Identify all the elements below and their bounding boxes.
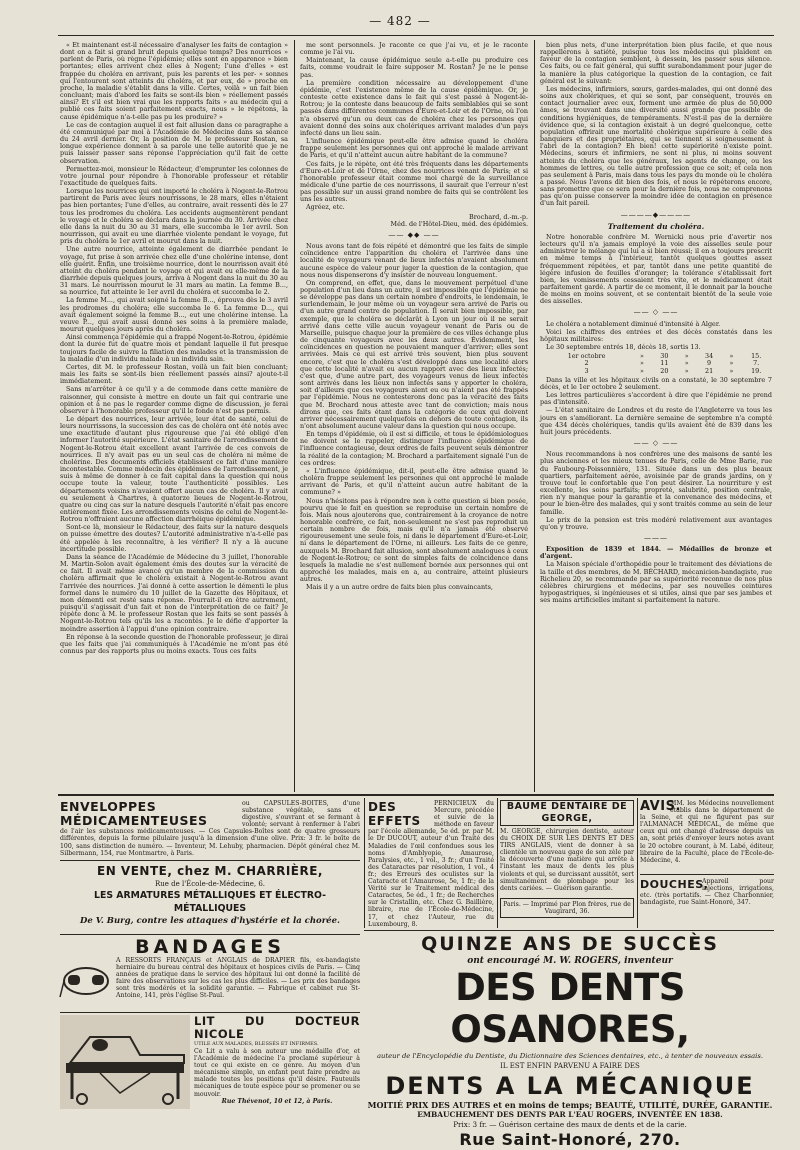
article-column-1 xyxy=(60,42,288,790)
article-column-3 xyxy=(540,42,772,790)
page-number: — 482 — xyxy=(369,14,431,28)
paragraph: Sont-ce là, monsieur le Rédacteur, des faits sur la nature desquels on puisse émettre des doutes? L'autorité administrative n'a-t-elle pas été appelée à les reconnaître, à les vérifier? Il n'y a là aucune incertitude possible. xyxy=(60,523,288,553)
paragraph: Permettez-moi, monsieur le Rédacteur, d'emprunter les colonnes de votre journal pour répondre à l'honorable professeur et rétablir l'exactitude de quelques faits. xyxy=(60,164,288,187)
osanores-ad xyxy=(366,933,774,1149)
signature: Brochard, d.-m.-p. xyxy=(469,212,528,221)
table-cell: 3 xyxy=(584,366,589,375)
ad-rule xyxy=(640,874,774,875)
effets-text: PERNICIEUX du Mercure, précédée et suivie de la méthode en faveur par l'école allemande, 5e éd. pr. par M. le Dr DUCOUT, auteur d'un Traité des Maladies de l'œil confondues sous les noms d'Amblyopie, Amaurose, Paralysies, etc., 1 vol., 3 fr.; d'un Traité des Cataractes par résolution, 1 vol., 4 fr.; des Erreurs des oculistes sur la Cataracte et l'Amaurose, 5e, 1 fr.; de la Vérité sur le Traitement médical des Cataractes, 5e éd., 1 fr.; de Recherches sur le Cristallin, etc. Chez G. Baillière, libraire, rue de l'École-de-Médecine, 17, et chez l'Auteur, rue du Luxembourg, 8. xyxy=(368,800,494,928)
osanores-line5: DENTS A LA MÉCANIQUE xyxy=(385,1072,755,1100)
paragraph: On comprend, en effet, que, dans le mouvement perpétuel d'une population d'un lieu dans un autre, il est impossible que l'épidémie ne se développe pas dans un certain nombre d'endroits, le lendemain, le surlendemain, le jour même où un voyageur sera arrivé de Paris ou d'un autre grand centre de population. Il serait bien impossible, par exemple, que le choléra se déclarât à Lyon un jour où il ne serait arrivé dans cette ville aucun voyageur venant de Paris ou de Marseille, puisque chaque jour la première de ces villes échange plus de cinquante voyageurs avec les deux autres. Évidemment, les coïncidences en question ne pouvaient manquer d'arriver; elles sont arrivées. Mais ce qui est arrivé très souvent, bien plus souvent encore, c'est que le choléra s'est développé dans une localité alors que cette localité n'avait eu aucun rapport avec des lieux infectés; c'est que, d'une autre part, des voyageurs venus de lieux infectés sont arrivés dans les lieux non infectés sans y apporter le choléra, soit d'ailleurs que ces voyageurs aient eu ou n'aient pas été frappés par l'épidémie. Nous ne contesterons donc pas la véracité des faits que M. Brochard nous atteste avec tant de conviction; mais nous dirons que, ces faits étant dans la catégorie de ceux qui doivent arriver nécessairement quelquefois en dehors de toute contagion, ils n'ont absolument aucune valeur dans la question qui nous occupe. xyxy=(300,278,528,430)
ornament-divider: ——— xyxy=(644,533,668,542)
baume-text: M. GEORGE, chirurgien dentiste, auteur du CHOIX DE SUR LES DENTS ET DES TIRS ANGLAIS, vient de donner à sa clientèle un nouveau gage de son zèle par la découverte d'une matière qui arrête à l'instant les maux de dents les plus violents et qui, se durcissant aussitôt, sert simultanément de plombage pour les dents cariées. — Guérison garantie. xyxy=(500,828,634,892)
avis-ad xyxy=(640,800,774,872)
table-cell: 15. xyxy=(751,352,762,361)
table-cell: 9 xyxy=(707,359,712,368)
paragraph: Les lettres particulières s'accordent à dire que l'épidémie ne prend pas d'intensité. xyxy=(540,391,772,407)
avis-text: MM. les Médecins nouvellement établis dans le département de la Seine, et qui ne figurent pas sur l'ALMANACH MÉDICAL, de même que ceux qui ont changé d'adresse depuis un an, sont priés d'envoyer leurs notes avant le 20 octobre courant, à M. Labé, éditeur, libraire de la Faculté, place de l'École-de-Médecine, 4. xyxy=(640,800,774,864)
table-row xyxy=(540,368,772,375)
osanores-address: Rue Saint-Honoré, 270. xyxy=(459,1130,681,1149)
paragraph: « Et maintenant est-il nécessaire d'analyser les faits de contagion » dont on a fait si grand bruit depuis quelque temps? Des nourrices » parlent de Paris, où règne l'épidémie; elles sont en apparence » bien portantes; elles arrivent chez elles à Nogent; l'une d'elles » est frappée du choléra en arrivant, puis les parents et les per- » sonnes qui l'entourent sont atteints du choléra, et par eux, de » proche en proche, la maladie s'établit dans la ville. Certes, voilà » un fait bien concluant; mais d'abord les faits se sont-ils bien » réellement passés ainsi? Et s'il est bien vrai que les rapports faits » au médecin qui a publié ces faits soient parfaitement exacts, nous » le répétons, la cause épidémique n'a-t-elle pas pu les produire? » xyxy=(60,41,288,121)
osanores-line6: MOITIÉ PRIX DES AUTRES et en moins de temps; BEAUTÉ, UTILITÉ, DURÉE, GARANTIE. xyxy=(367,1100,773,1110)
enveloppes-text: ou CAPSULES-BOITES, d'une substance végétale, sans et digestive, s'ouvrant et se fermant à volonté; servant à renfermer à l'abri de l'air les substances médicamenteuses. — Ces Capsules-Boîtes sont de quatre grosseurs différentes, depuis la forme pilulaire jusqu'à la dimension d'une olive. Prix: 3 fr. le boîte de 100, sans distinction de numéro. — Inventeur, M. Lehuby, pharmacien. Dépôt général chez M. Silbermann, 154, rue Montmartre, à Paris. xyxy=(60,800,360,857)
paragraph: Dans la séance de l'Académie de Médecine du 3 juillet, l'honorable M. Martin-Solon avait également émis des doutes sur la véracité de ce fait. Il avait même avancé qu'un membre de la commission du choléra affirmait que le choléra existait à Nogent-le-Rotrou avant l'arrivée des nourrices. J'ai donné à cette assertion le démenti le plus formel dans le numéro du 10 juillet de la Gazette des Hôpitaux, et mon démenti est resté sans réponse. Pourrait-il en être autrement, puisqu'il s'agissait d'un fait et non de l'interprétation de ce fait? Je répète donc à M. le professeur Rostan que les faits se sont passés à Nogent-le-Rotrou tels qu'ils les a racontés. Je le défie d'apporter la moindre assertion à l'appui d'une opinion contraire. xyxy=(60,552,288,633)
paragraph: Une autre nourrice, atteinte également de diarrhée pendant le voyage, fut prise à son arrivée chez elle d'une cholérine intense, dont elle guérit. Enfin, une troisième nourrice, dont le nourrisson avait été atteint du choléra pendant le voyage et qui avait eu elle-même de la diarrhée depuis quelques jours, arriva à Nogent dans la nuit du 30 au 31 mars. Le nourrisson mourut le 31 mars au matin. La femme B..., sa nourrice, fut atteinte le 1er avril du choléra et succomba le 2. xyxy=(60,245,288,297)
ads-top-rule xyxy=(58,794,774,796)
header-rule xyxy=(58,35,774,36)
paragraph: Lorsque les nourrices qui ont importé le choléra à Nogent-le-Rotrou partirent de Paris avec leurs nourrissons, le 28 mars, elles n'étaient pas bien portantes; l'une d'elles, au contraire, avait ressenti dès le 27 tous les prodromes du choléra. Les accidents augmentèrent pendant le voyage et le choléra se déclara dans la journée du 30. Arrivée chez elle dans la nuit du 30 au 31 mars, elle succomba le 1er avril. Son nourrisson, qui avait eu une diarrhée violente pendant le voyage, fut pris du choléra le 1er avril et mourut dans la nuit. xyxy=(60,187,288,246)
paragraph: Mais il y a un autre ordre de faits bien plus convaincants, xyxy=(306,583,493,592)
baume-ad xyxy=(500,800,634,926)
effets-ad xyxy=(368,800,494,926)
avis-title: AVIS. xyxy=(640,799,681,814)
ad-rule xyxy=(364,930,774,931)
bandages-title: BANDAGES xyxy=(135,936,285,958)
table-cell: 21 xyxy=(705,366,714,375)
enveloppes-title: ENVELOPPES MÉDICAMENTEUSES xyxy=(60,799,208,828)
table-cell: » xyxy=(684,352,689,361)
section-title: Traitement du choléra. xyxy=(607,221,705,231)
table-cell: » xyxy=(729,352,734,361)
douches-ad xyxy=(640,878,774,926)
column-divider xyxy=(534,40,535,792)
paragraph: Le cas de contagion auquel il est fait allusion dans ce paragraphe a été communiqué par moi à l'Académie de Médecine dans sa séance du 24 avril dernier. Or, la position de M. le professeur Rostan, sa longue expérience donnent à sa parole une telle autorité que je ne puis laisser passer sans réponse l'appréciation qu'il fait de cette observation. xyxy=(60,120,288,165)
table-cell: » xyxy=(639,352,644,361)
paragraph: La première condition nécessaire au développement d'une épidémie, c'est l'existence même de la cause épidémique. Or, je conteste cette existence dans le fait qui s'est passé à Nogent-le-Rotrou; je la conteste dans beaucoup de faits semblables qui se sont passés dans différentes communes d'Eure-et-Loir et de l'Orne, où l'on n'a observé qu'un ou deux cas de choléra chez les personnes qui avaient donné des soins aux cholériques arrivant malades d'un pays infecté dans un lieu sain. xyxy=(300,78,528,137)
signature-title: Méd. de l'Hôtel-Dieu, méd. des épidémies. xyxy=(390,219,528,228)
ad-rule xyxy=(637,798,638,928)
paragraph: Le 30 septembre entrés 18, décès 18, sortis 13. xyxy=(546,343,701,352)
table-cell: » xyxy=(684,359,689,368)
lit-address: Rue Thévenot, 10 et 12, à Paris. xyxy=(221,1097,333,1105)
paragraph: Notre honorable confrère M. Wernicki nous prie d'avertir nos lecteurs qu'il n'a jamais employé la voie des aisselles seule pour administrer le mélange qui lui a si bien réussi; il en a toujours prescrit en même temps à l'intérieur, tantôt quelques gouttes assez fréquemment répétées, et par, tantôt dans une petite quantité de légère infusion de feuilles d'oranger; la tolérance s'établissait fort bien, les vomissements cessaient très vite, et le médicament était parfaitement gardé. A partir de ce moment, il le donnait par la bouche de moins en moins souvent, et se contentait bientôt de la seule voie des aisselles. xyxy=(540,232,772,306)
paragraph: Agréez, etc. xyxy=(306,203,345,212)
paragraph: me sont personnels. Je raconte ce que j'ai vu, et je le raconte comme je l'ai vu. xyxy=(300,41,528,57)
paragraph: — L'état sanitaire de Londres et du reste de l'Angleterre va tous les jours en s'améliorant. La dernière semaine de septembre n'a compté que 434 décès cholériques, tandis qu'ils avaient été de 839 dans les huit jours précédents. xyxy=(540,406,772,436)
article-column-2 xyxy=(300,42,528,790)
osanores-line3: auteur de l'Encyclopédie du Dentiste, du Dictionnaire des Sciences dentaires, etc., à tenter de nouveaux essais. xyxy=(376,1052,764,1060)
table-row xyxy=(540,360,772,367)
paragraph: Les médecins, infirmiers, sœurs, gardes-malades, qui ont donné des soins aux cholériques, et qui se sont, par conséquent, trouvés en contact journalier avec eux, forment une armée de plus de 50,000 âmes, se trouvant dans une diversité aussi grande que possible de conditions hygiéniques, de tempéraments. N'est-il pas de la dernière évidence que, si la contagion existait à un degré quelconque, cette population offrirait une mortalité cholérique supérieure à celle des banquiers et des propriétaires, qui se tiennent si soigneusement à l'abri de la contagion? Eh bien! cette supériorité n'existe point. Médecins, sœurs et infirmiers, ne sont ni plus, ni moins souvent atteints du choléra que les généraux, les agents de change, ou les hommes de lettres, ou telle autre profession que ce soit; et cela non pas seulement à Paris, mais dans tous les pays du monde où le choléra a passé. Nous l'avons dit bien des fois, et nous le répéterons encore, sans promettre que ce sera pour la dernière fois, nous ne comprenons pas qu'on puisse conserver la moindre idée de contagion en présence d'un fait pareil. xyxy=(540,84,772,208)
paragraph: Nous n'hésitons pas à répondre non à cette question si bien posée, pourvu que le fait en question se reproduise un certain nombre de fois. Mais nous ajouterons que, contrairement à la croyance de notre honorable confrère, ce fait, non-seulement ne s'est pas reproduit un certain nombre de fois, mais qu'il n'a jamais été observé rigoureusement une seule fois, ni dans le département d'Eure-et-Loir, ni dans le département de l'Orne, ni ailleurs. Les faits de ce genre, auxquels M. Brochard fait allusion, sont absolument analogues à ceux de Nogent-le-Rotrou; ce sont de simples faits de coïncidence dans lesquels la maladie ne s'est nullement bornée aux personnes qui ont approché les malades, mais en a, au contraire, atteint plusieurs autres. xyxy=(300,496,528,584)
paragraph: Dans la ville et les hôpitaux civils on a constaté, le 30 septembre 7 décès, et le 1er octobre 2 seulement. xyxy=(540,375,772,392)
osanores-headline: DES DENTS OSANORES, xyxy=(450,966,690,1051)
paragraph: Certes, dit M. le professeur Rostan, voilà un fait bien concluant; mais les faits se sont-ils bien réellement passés ainsi? ajoute-t-il immédiatement. xyxy=(60,362,288,386)
table-row xyxy=(540,353,772,360)
paragraph: Le départ des nourrices, leur arrivée, leur état de santé, celui de leurs nourrissons, la succession des cas de choléra ont été notés avec une exactitude d'autant plus rigoureuse que j'ai été obligé d'en informer l'autorité supérieure. L'état sanitaire de l'arrondissement de Nogent-le-Rotrou était excellent avant l'arrivée de ces convois de nourrices. Il n'y avait pas eu un seul cas de choléra ni même de cholérine. Des documents officiels établissent ce fait d'une manière incontestable. Comme médecin des épidémies de l'arrondissement, je suis à même de donner à ce fait capital dans la question qui nous occupe toute la valeur, toute l'authenticité possibles. Les départements voisins n'avaient offert aucun cas de choléra. Il y avait eu seulement à Chartres, à quatorze lieues de Nogent-le-Rotrou, quatre ou cinq cas sur la nature desquels l'autorité n'était pas encore entièrement fixée. Les arrondissements voisins de celui de Nogent-le-Rotrou n'offraient aucune affection diarrhéique épidémique. xyxy=(60,414,288,524)
table-cell: 20 xyxy=(660,366,669,375)
paragraph: En réponse à la seconde question de l'honorable professeur, je dirai que les faits que j'ai communiqués à l'Académie ne m'ont pas été connus par des rapports plus ou moins exacts. Tous ces faits xyxy=(60,632,288,655)
ad-rule xyxy=(364,798,365,928)
paragraph: L'influence épidémique peut-elle être admise quand le choléra frappe seulement les personnes qui ont approché le malade arrivant de Paris, et qu'il n'atteint aucun autre habitant de la commune? xyxy=(300,137,528,160)
charriere-address: Rue de l'École-de-Médecine, 6. xyxy=(154,880,265,888)
bed-illustration xyxy=(60,1015,190,1109)
table-cell: 11 xyxy=(660,359,669,368)
table-cell: 30 xyxy=(660,352,669,361)
osanores-line8: Prix: 3 fr. — Guérison certaine des maux de dents et de la carie. xyxy=(453,1120,687,1129)
ad-rule xyxy=(497,798,498,928)
osanores-line4: IL EST ENFIN PARVENU A FAIRE DES xyxy=(500,1062,640,1070)
table-cell: » xyxy=(684,366,689,375)
ad-rule xyxy=(60,860,360,861)
bandages-text: A RESSORTS FRANÇAIS et ANGLAIS de DRAPIER fils, ex-bandagiste herniaire du bureau central des hôpitaux et hospices civils de Paris. — Cinq années de pratique dans le service des hôpitaux lui ont donné la facilité de faire des observations sur les cas les plus difficiles. — Les prix des bandages sont très modérés et la solidité garantie. — Fabrique et cabinet rue St-Antoine, 141, près l'église St-Paul. xyxy=(116,957,360,1000)
paragraph: Le prix de la pension est très modéré relativement aux avantages qu'on y trouve. xyxy=(540,515,772,531)
ornament-divider: ————◆———— xyxy=(620,210,692,219)
osanores-line7: EMBAUCHEMENT DES DENTS PAR L'EAU ROGERS, INVENTÉE EN 1838. xyxy=(417,1110,723,1119)
table-cell: 2 xyxy=(584,359,589,368)
douches-title: DOUCHES, xyxy=(640,878,709,891)
enveloppes-ad xyxy=(60,800,360,858)
bandages-ad xyxy=(60,937,360,1009)
table-cell: 7. xyxy=(753,359,760,368)
effets-title: DES EFFETS xyxy=(368,800,421,828)
table-cell: » xyxy=(639,366,644,375)
paragraph: En temps d'épidémie, où il est si difficile, et tous le épidémiologues ne doivent se le rappeler, distinguer l'influence épidémique de l'influence contagieuse, deux ordres de faits peuvent seuls démontrer la réalité de la contagion; M. Brochard a parfaitement signalé l'un de ces ordres: xyxy=(300,430,528,467)
book-author: De V. Burg, contre les attaques d'hystérie et la chorée. xyxy=(80,916,340,926)
paragraph: Le choléra a notablement diminué d'intensité à Alger. xyxy=(546,319,721,328)
table-cell: » xyxy=(729,359,734,368)
osanores-line2: ont encouragé M. W. ROGERS, inventeur xyxy=(467,956,673,966)
osanores-line1: QUINZE ANS DE SUCCÈS xyxy=(421,933,719,955)
paragraph: La Maison spéciale d'orthopédie pour le traitement des déviations de la taille et des membres, de M. BÉCHARD, mécanicien-bandagiste, rue Richelieu 20, se recommande par sa supériorité reconnue de nos plus célèbres chirurgiens et médecins, par ses nouvelles ceintures hypogastriques, si ingénieuses et si utiles, ainsi que par ses jambes et ses mains artificielles imitant si parfaitement la nature. xyxy=(540,560,772,605)
lit-text: Ce Lit a valu à son auteur une médaille d'or, et l'Académie de médecine l'a proclamé supérieur à tout ce qui existe en ce genre. Au moyen d'un mécanisme simple, un enfant peut faire prendre au malade toutes les positions qu'il désire. Fauteuils mécaniques de toute espèce pour se promener ou se mouvoir. xyxy=(194,1048,360,1098)
paragraph: Nous avons tant de fois répété et démontré que les faits de simple coïncidence entre l'apparition du choléra et l'arrivée dans une localité de voyageurs venant de lieux infectés n'avaient absolument aucune espèce de valeur pour juger la question de la contagion, que nous nous dispenserons d'y insister de nouveau longuement. xyxy=(300,242,528,279)
paragraph: Maintenant, la cause épidémique seule a-t-elle pu produire ces faits, comme voudrait le faire supposer M. Rostan? Je ne le pense pas. xyxy=(300,56,528,79)
baume-title: BAUME DENTAIRE DE GEORGE, xyxy=(500,800,634,826)
charriere-ad xyxy=(60,864,360,932)
table-cell: 34 xyxy=(705,352,714,361)
exposition-heading: Exposition de 1839 et 1844. — Médailles de bronze et d'argent. xyxy=(540,545,772,561)
paragraph: Sans m'arrêter à ce qu'il y a de commode dans cette manière de raisonner, qui consiste à mettre en doute un fait qui contrarie une opinion et à ne pas le regarder comme digne de discussion, je ferai observer à l'honorable professeur qu'il le fonde n'est pas permis. xyxy=(60,385,288,415)
ornament-divider: —— ◇ —— xyxy=(633,308,679,317)
table-cell: 19. xyxy=(751,366,762,375)
lit-title: LIT DU DOCTEUR NICOLE xyxy=(194,1014,360,1041)
bandage-illustration xyxy=(60,957,112,1001)
paragraph: Nous recommandons à nos confrères une des maisons de santé les plus anciennes et les mieux tenues de Paris, celle de Mme Barie, rue du Faubourg-Poissonnière, 131. Située dans un des plus beaux quartiers, parfaitement aérée, avoisinée par de grands jardins, on y trouve tout le confortable que l'on peut désirer. La nourriture y est excellente, les soins parfaits; propreté, salubrité, position centrale, rien n'y manque pour la garantie et la convenance des médecins, et pour le bien-être des malades, qui y sont traités comme au sein de leur famille. xyxy=(540,450,772,516)
statistics-table xyxy=(540,353,772,375)
ornament-divider: —— ◇ —— xyxy=(633,439,679,448)
lit-subtitle: UTILE AUX MALADES, BLESSÉS ET INFIRMES. xyxy=(194,1041,319,1047)
paragraph: La femme M..., qui avait soigné la femme B..., éprouva dès le 3 avril les prodromes du choléra; elle succomba le 6. La femme D..., qui avait également soigné la femme B..., eut une cholérine intense. La veuve P..., qui avait aussi donné ses soins à la première malade, mourut quelques jours après du choléra. xyxy=(60,296,288,334)
ad-rule xyxy=(60,1012,360,1013)
lit-nicole-ad xyxy=(60,1015,360,1111)
table-cell: 1er octobre xyxy=(567,352,606,361)
column-divider xyxy=(294,40,295,792)
paragraph: Ces faits, je le répète, ont été très fréquents dans les départements d'Eure-et-Loir et de l'Orne, chez des nourrices venant de Paris; et si l'honorable professeur était comme moi chargé de la surveillance médicale d'une partie de ces nourrissons, il saurait que l'erreur n'est pas possible sur un aussi grand nombre de faits qui se contrôlent les uns les autres. xyxy=(300,159,528,204)
paragraph: bien plus nets, d'une interprétation bien plus facile, et que nous rappellerons à satiété, puisque tous les médecins qui plaident en faveur de la contagion semblent, à dessein, les passer sous silence. Ces faits, ou ce fait général, qui suffit surabondamment pour juger de la manière la plus catégorique la question de la contagion, ce fait général est le suivant: xyxy=(540,41,772,85)
printer-imprint: Paris. — Imprimé par Plon frères, rue de Vaugirard, 36. xyxy=(500,898,634,918)
table-cell: » xyxy=(639,359,644,368)
ornament-divider: —— ◆◆ —— xyxy=(388,230,440,239)
table-cell: » xyxy=(729,366,734,375)
paragraph: Voici les chiffres des entrées et des décès constatés dans les hôpitaux militaires: xyxy=(540,327,772,343)
ad-rule xyxy=(60,934,360,935)
douches-text: Appareil pour injections, irrigations, etc. (très portatifs. — Chez Charbonnier, bandagiste, rue Saint-Honoré, 347. xyxy=(640,878,774,907)
paragraph: Ainsi commença l'épidémie qui a frappé Nogent-le-Rotrou, épidémie dont la durée fut de quatre mois et pendant laquelle il fut presque toujours facile de suivre la filiation des malades et la transmission de la maladie d'un individu malade à un individu sain. xyxy=(60,333,288,363)
charriere-title: EN VENTE, chez M. CHARRIÈRE, xyxy=(97,864,323,878)
paragraph: « L'influence épidémique, dit-il, peut-elle être admise quand le choléra frappe seulement les personnes qui ont approché le malade arrivant de Paris, et qu'il n'atteint aucun autre habitant de la commune? » xyxy=(300,466,528,497)
book-title: LES ARMATURES MÉTALLIQUES ET ÉLECTRO-MÉTALLIQUES xyxy=(94,890,326,914)
